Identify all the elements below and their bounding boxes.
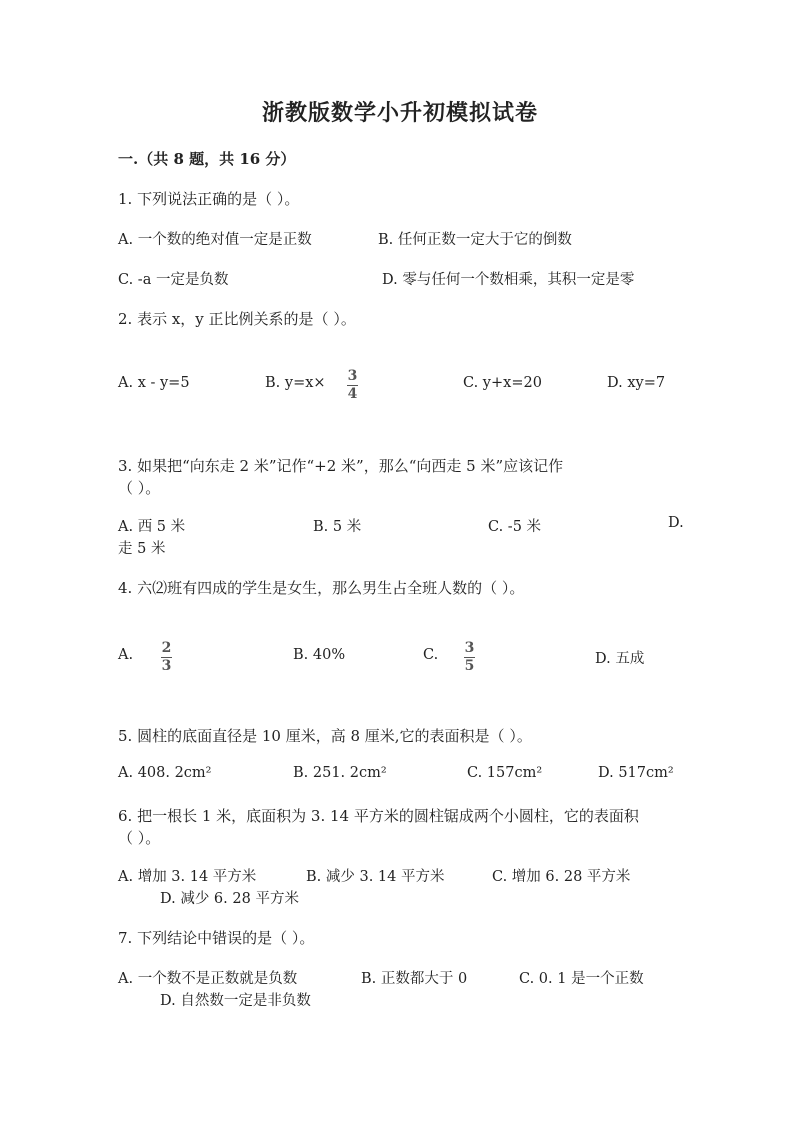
question-7-stem: 7. 下列结论中错误的是（ ）。 bbox=[118, 929, 315, 947]
question-6-stem-line2: （ ）。 bbox=[118, 829, 161, 847]
section-heading: 一.（共 8 题，共 16 分） bbox=[118, 150, 296, 168]
fraction-numerator: 3 bbox=[464, 640, 475, 656]
question-4-option-b: B. 40% bbox=[293, 647, 346, 663]
question-4-stem: 4. 六⑵班有四成的学生是女生，那么男生占全班人数的（ ）。 bbox=[118, 579, 525, 597]
question-2-option-c: C. y+x=20 bbox=[463, 375, 542, 391]
fraction-denominator: 5 bbox=[464, 658, 475, 674]
question-3-option-c: C. -5 米 bbox=[488, 519, 542, 535]
question-3-stem-line1: 3. 如果把“向东走 2 米”记作“+2 米”，那么“向西走 5 米”应该记作 bbox=[118, 457, 564, 475]
question-1-stem: 1. 下列说法正确的是（ ）。 bbox=[118, 190, 300, 208]
question-1-option-c: C. -a 一定是负数 bbox=[118, 272, 229, 288]
question-5-option-b: B. 251. 2cm² bbox=[293, 765, 387, 781]
question-7-option-c: C. 0. 1 是一个正数 bbox=[519, 971, 644, 987]
question-2-fraction bbox=[347, 369, 358, 402]
question-4-fraction-a bbox=[161, 641, 172, 674]
question-1-option-b: B. 任何正数一定大于它的倒数 bbox=[378, 232, 572, 248]
question-3-option-b: B. 5 米 bbox=[313, 519, 362, 535]
question-2-stem: 2. 表示 x，y 正比例关系的是（ ）。 bbox=[118, 310, 356, 328]
question-5-stem: 5. 圆柱的底面直径是 10 厘米，高 8 厘米,它的表面积是（ ）。 bbox=[118, 727, 532, 745]
question-5-option-c: C. 157cm² bbox=[467, 765, 543, 781]
question-6-option-a: A. 增加 3. 14 平方米 bbox=[118, 869, 257, 885]
question-5-option-a: A. 408. 2cm² bbox=[118, 765, 212, 781]
question-4-option-a: A. bbox=[118, 647, 134, 663]
question-3-option-d-continued: 走 5 米 bbox=[118, 541, 166, 557]
question-2-option-b: B. y=x× bbox=[265, 375, 326, 391]
question-6-stem-line1: 6. 把一根长 1 米，底面积为 3. 14 平方米的圆柱锯成两个小圆柱，它的表面积 bbox=[118, 807, 639, 825]
question-3-option-a: A. 西 5 米 bbox=[118, 519, 186, 535]
page-title: 浙教版数学小升初模拟试卷 bbox=[261, 100, 538, 126]
question-6-option-d: D. 减少 6. 28 平方米 bbox=[160, 891, 299, 907]
question-3-option-d: D. bbox=[668, 515, 684, 531]
fraction-numerator: 3 bbox=[347, 368, 358, 384]
fraction-numerator: 2 bbox=[161, 640, 172, 656]
question-4-fraction-c bbox=[464, 641, 475, 674]
question-2-option-d: D. xy=7 bbox=[607, 375, 666, 391]
question-4-option-d: D. 五成 bbox=[595, 651, 645, 667]
fraction-denominator: 3 bbox=[161, 658, 172, 674]
question-1-option-d: D. 零与任何一个数相乘，其积一定是零 bbox=[382, 272, 635, 288]
fraction-denominator: 4 bbox=[347, 386, 358, 402]
question-4-option-c: C. bbox=[423, 647, 439, 663]
question-7-option-b: B. 正数都大于 0 bbox=[361, 971, 468, 987]
question-5-option-d: D. 517cm² bbox=[598, 765, 674, 781]
question-1-option-a: A. 一个数的绝对值一定是正数 bbox=[118, 232, 312, 248]
question-6-option-c: C. 增加 6. 28 平方米 bbox=[492, 869, 631, 885]
question-6-option-b: B. 减少 3. 14 平方米 bbox=[306, 869, 445, 885]
question-7-option-a: A. 一个数不是正数就是负数 bbox=[118, 971, 298, 987]
question-2-option-a: A. x - y=5 bbox=[118, 375, 190, 391]
question-7-option-d: D. 自然数一定是非负数 bbox=[160, 993, 311, 1009]
question-3-stem-line2: （ ）。 bbox=[118, 479, 161, 497]
